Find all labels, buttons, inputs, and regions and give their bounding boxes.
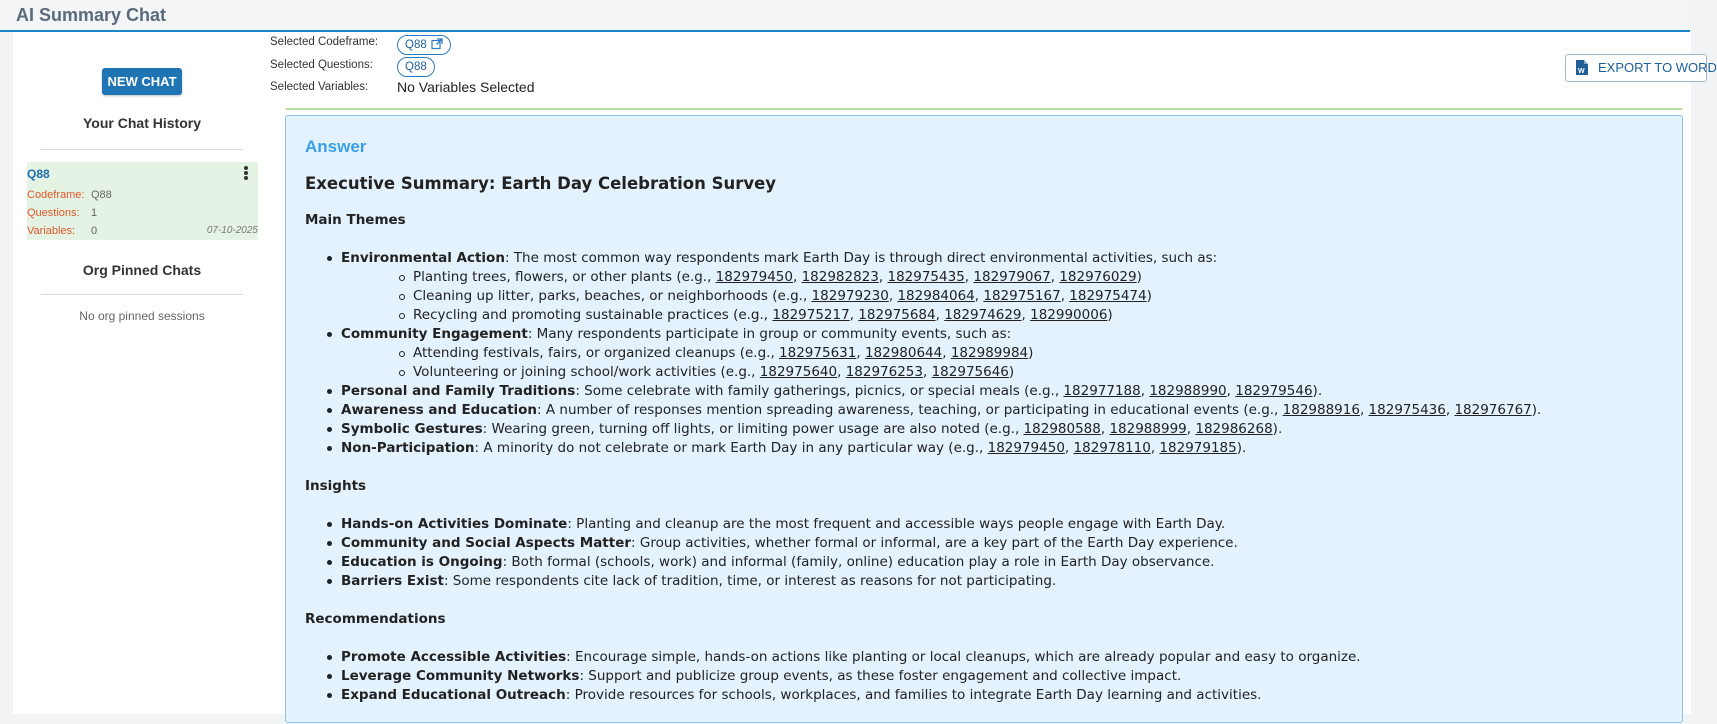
response-id-link[interactable]: 182975217 <box>772 307 850 323</box>
list-item: Personal and Family Traditions: Some celebrate with family gatherings, picnics, or special meals (e.g., 182977188, 182988990, 182979546). <box>305 382 1665 401</box>
questions-label: Questions: <box>27 207 80 219</box>
response-id-link[interactable]: 182980588 <box>1023 421 1101 437</box>
response-id-link[interactable]: 182975684 <box>858 307 936 323</box>
list-item: Community Engagement: Many respondents participate in group or community events, such as: Attending festivals, fairs, or organized cleanups (e.g., 182975631, 182980644, 182989984) Volunteering or joining school/work activities (e.g., 182975640, 182976253, 182975646) <box>305 325 1665 382</box>
selected-variables-value: No Variables Selected <box>397 79 535 95</box>
chat-history-item[interactable] <box>27 162 258 240</box>
recommendations-heading: Recommendations <box>305 611 446 627</box>
response-id-link[interactable]: 182988916 <box>1282 402 1360 418</box>
response-id-link[interactable]: 182976253 <box>845 364 923 380</box>
divider <box>41 294 243 295</box>
list-item: Attending festivals, fairs, or organized cleanups (e.g., 182975631, 182980644, 182989984) <box>341 344 1665 363</box>
response-id-link[interactable]: 182975631 <box>779 345 857 361</box>
response-id-link[interactable]: 182976767 <box>1454 402 1532 418</box>
response-id-link[interactable]: 182975640 <box>759 364 838 380</box>
list-item: Non-Participation: A minority do not celebrate or mark Earth Day in any particular way (e.g., 182979450, 182978110, 182979185). <box>305 439 1665 458</box>
list-item: Leverage Community Networks: Support and publicize group events, as these foster engagement and collective impact. <box>305 667 1665 686</box>
list-item: Recycling and promoting sustainable practices (e.g., 182975217, 182975684, 182974629, 182990006) <box>341 306 1665 325</box>
response-id-link[interactable]: 182979067 <box>973 269 1051 285</box>
codeframe-label: Codeframe: <box>27 189 85 201</box>
list-item: Education is Ongoing: Both formal (schools, work) and informal (family, online) education play a role in Earth Day observance. <box>305 553 1665 572</box>
response-id-link[interactable]: 182979230 <box>811 288 889 304</box>
top-bar <box>0 0 1690 32</box>
questions-chip-label: Q88 <box>405 61 427 73</box>
chat-date: 07-10-2025 <box>206 225 258 236</box>
recommendations-list <box>305 648 1665 705</box>
org-pinned-heading: Org Pinned Chats <box>82 262 202 278</box>
insights-heading: Insights <box>305 478 367 494</box>
answer-heading: Answer <box>305 137 367 156</box>
list-item: Symbolic Gestures: Wearing green, turning off lights, or limiting power usage are also noted (e.g., 182980588, 182988999, 182986268). <box>305 420 1665 439</box>
response-id-link[interactable]: 182988990 <box>1149 383 1227 399</box>
word-document-icon <box>1575 59 1589 85</box>
response-id-link[interactable]: 182975436 <box>1368 402 1446 418</box>
chat-history-heading: Your Chat History <box>83 115 201 131</box>
list-item: Hands-on Activities Dominate: Planting and cleanup are the most frequent and accessible ways people engage with Earth Day. <box>305 515 1665 534</box>
response-id-link[interactable]: 182979450 <box>715 269 793 285</box>
list-item: Cleaning up litter, parks, beaches, or neighborhoods (e.g., 182979230, 182984064, 182975167, 182975474) <box>341 287 1665 306</box>
variables-value: 0 <box>91 225 98 237</box>
response-id-link[interactable]: 182982823 <box>801 269 879 285</box>
list-item: Promote Accessible Activities: Encourage simple, hands-on actions like planting or local cleanups, which are already popular and easy to organize. <box>305 648 1665 667</box>
response-id-link[interactable]: 182989984 <box>950 345 1029 361</box>
export-label: EXPORT TO WORD <box>1598 60 1717 75</box>
response-id-link[interactable]: 182979185 <box>1159 440 1237 456</box>
no-pinned-message: No org pinned sessions <box>79 309 205 323</box>
selected-questions-label: Selected Questions: <box>270 59 373 71</box>
variables-row <box>27 225 97 237</box>
variables-label: Variables: <box>27 225 76 237</box>
main-themes-heading: Main Themes <box>305 212 406 228</box>
summary-title: Executive Summary: Earth Day Celebration Survey <box>305 174 777 193</box>
selected-codeframe-label: Selected Codeframe: <box>270 36 379 48</box>
response-id-link[interactable]: 182988999 <box>1109 421 1187 437</box>
questions-chip[interactable] <box>397 57 435 77</box>
answer-content <box>305 173 1665 724</box>
codeframe-chip-label: Q88 <box>405 39 427 51</box>
list-item: Expand Educational Outreach: Provide resources for schools, workplaces, and families to integrate Earth Day learning and activities. <box>305 686 1665 705</box>
response-id-link[interactable]: 182984064 <box>897 288 975 304</box>
selected-variables-label: Selected Variables: <box>270 81 369 93</box>
previous-message-border <box>285 108 1683 110</box>
response-id-link[interactable]: 182979546 <box>1235 383 1313 399</box>
list-item: Community and Social Aspects Matter: Group activities, whether formal or informal, are a key part of the Earth Day experience. <box>305 534 1665 553</box>
list-item: Barriers Exist: Some respondents cite lack of tradition, time, or interest as reasons for not participating. <box>305 572 1665 591</box>
response-id-link[interactable]: 182980644 <box>864 345 943 361</box>
response-id-link[interactable]: 182975474 <box>1069 288 1147 304</box>
chat-item-title: Q88 <box>27 167 50 181</box>
more-options-icon[interactable] <box>241 165 251 183</box>
new-chat-button[interactable]: NEW CHAT <box>102 68 182 95</box>
response-id-link[interactable]: 182976029 <box>1059 269 1137 285</box>
export-to-word-button[interactable] <box>1565 54 1717 82</box>
response-id-link[interactable]: 182979450 <box>987 440 1065 456</box>
list-item: Planting trees, flowers, or other plants (e.g., 182979450, 182982823, 182975435, 182979067, 182976029) <box>341 268 1665 287</box>
questions-value: 1 <box>91 207 98 219</box>
external-link-icon <box>431 38 443 56</box>
answer-panel <box>285 115 1683 723</box>
response-id-link[interactable]: 182974629 <box>944 307 1022 323</box>
questions-row <box>27 207 97 219</box>
sub-list <box>341 344 1665 382</box>
themes-list <box>305 249 1665 458</box>
sidebar <box>13 32 259 714</box>
codeframe-chip[interactable] <box>397 35 451 55</box>
divider <box>41 149 243 150</box>
svg-text:W: W <box>1578 68 1585 75</box>
sub-list <box>341 268 1665 325</box>
codeframe-row <box>27 189 112 201</box>
codeframe-value: Q88 <box>91 189 112 201</box>
response-id-link[interactable]: 182977188 <box>1063 383 1141 399</box>
list-item: Awareness and Education: A number of responses mention spreading awareness, teaching, or participating in educational events (e.g., 182988916, 182975436, 182976767). <box>305 401 1665 420</box>
app-title: AI Summary Chat <box>16 5 167 25</box>
response-id-link[interactable]: 182975646 <box>931 364 1009 380</box>
insights-list <box>305 515 1665 591</box>
response-id-link[interactable]: 182990006 <box>1030 307 1108 323</box>
response-id-link[interactable]: 182975167 <box>983 288 1061 304</box>
response-id-link[interactable]: 182986268 <box>1195 421 1273 437</box>
list-item: Volunteering or joining school/work activities (e.g., 182975640, 182976253, 182975646) <box>341 363 1665 382</box>
list-item: Environmental Action: The most common way respondents mark Earth Day is through direct environmental activities, such as: Planting trees, flowers, or other plants (e.g., 182979450, 182982823, 182975435, 182979067, 182976029) Cleaning up litter, parks, beaches, or neighborhoods (e.g., 182979230, 182984064, 182975167, 182975474) Recycling and promoting sustainable practices (e.g., 182975217, 182975684, 182974629, 182990006) <box>305 249 1665 325</box>
response-id-link[interactable]: 182975435 <box>887 269 965 285</box>
response-id-link[interactable]: 182978110 <box>1073 440 1151 456</box>
